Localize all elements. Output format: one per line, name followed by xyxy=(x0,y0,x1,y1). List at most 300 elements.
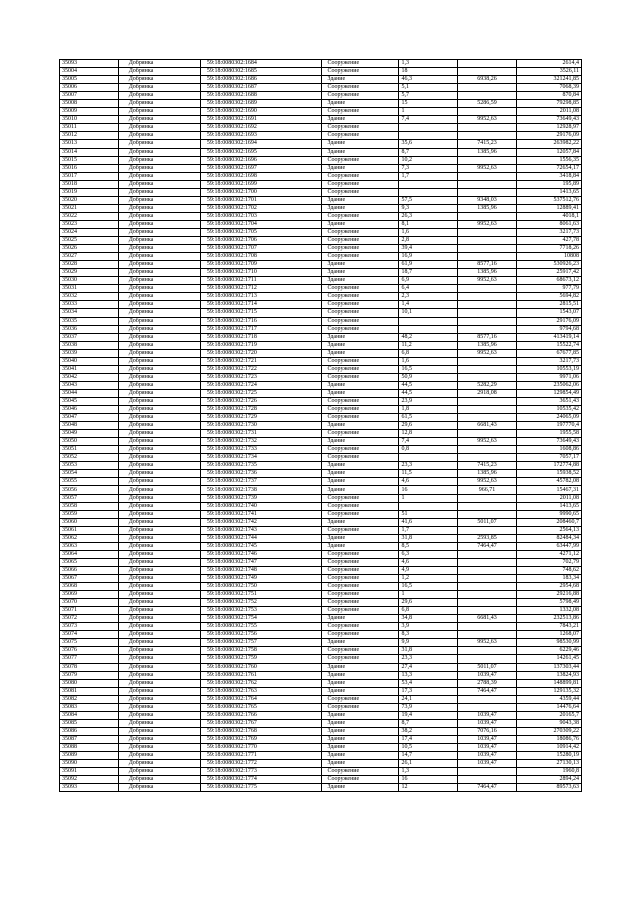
table-row xyxy=(60,607,582,615)
table-cell: 6,8 xyxy=(399,607,458,615)
table-cell: Сооружение xyxy=(321,768,399,776)
table-cell: 29,6 xyxy=(399,422,458,430)
table-cell xyxy=(458,510,517,518)
table-cell: 7464,47 xyxy=(458,687,517,695)
table-cell: Сооружение xyxy=(321,510,399,518)
table-cell: 35015 xyxy=(60,156,119,164)
table-cell xyxy=(458,92,517,100)
table-cell: 7,3 xyxy=(399,164,458,172)
table-cell: 1268,07 xyxy=(516,631,581,639)
table-cell: 232513,86 xyxy=(516,615,581,623)
table-cell: Сооружение xyxy=(321,655,399,663)
table-cell: Добрянка xyxy=(118,494,200,502)
table-cell: 59:18:0080302:1731 xyxy=(200,430,321,438)
table-cell: 16 xyxy=(399,486,458,494)
table-cell: Добрянка xyxy=(118,719,200,727)
table-row xyxy=(60,148,582,156)
table-cell: Сооружение xyxy=(321,180,399,188)
table-cell: 35006 xyxy=(60,84,119,92)
table-cell: Сооружение xyxy=(321,631,399,639)
table-cell xyxy=(458,285,517,293)
table-row xyxy=(60,502,582,510)
table-cell: Добрянка xyxy=(118,148,200,156)
table-cell: Сооружение xyxy=(321,108,399,116)
table-cell: 5,7 xyxy=(399,92,458,100)
table-cell: 5798,49 xyxy=(516,599,581,607)
table-cell: Сооружение xyxy=(321,647,399,655)
table-row xyxy=(60,438,582,446)
table-cell: 57,5 xyxy=(399,196,458,204)
table-cell: 35068 xyxy=(60,583,119,591)
table-cell: 46,3 xyxy=(399,76,458,84)
table-cell: 1385,96 xyxy=(458,148,517,156)
table-cell: 1 xyxy=(399,108,458,116)
table-cell: Здание xyxy=(321,261,399,269)
table-cell: Сооружение xyxy=(321,575,399,583)
table-cell: Здание xyxy=(321,534,399,542)
table-cell: 25917,42 xyxy=(516,269,581,277)
table-row xyxy=(60,341,582,349)
table-cell: 5282,29 xyxy=(458,381,517,389)
table-cell: 35070 xyxy=(60,599,119,607)
table-row xyxy=(60,711,582,719)
table-cell: 59:18:0080302:1745 xyxy=(200,542,321,550)
table-cell: 26,1 xyxy=(399,760,458,768)
table-cell: Сооружение xyxy=(321,253,399,261)
table-row xyxy=(60,583,582,591)
table-cell: 59:18:0080302:1709 xyxy=(200,261,321,269)
table-cell: 2954,68 xyxy=(516,583,581,591)
table-cell: 59:18:0080302:1687 xyxy=(200,84,321,92)
table-cell: 39,4 xyxy=(399,245,458,253)
table-cell: 59:18:0080302:1686 xyxy=(200,76,321,84)
table-cell xyxy=(458,293,517,301)
table-cell xyxy=(458,768,517,776)
table-cell: 13,3 xyxy=(399,671,458,679)
table-row xyxy=(60,486,582,494)
table-row xyxy=(60,623,582,631)
table-cell: 35061 xyxy=(60,526,119,534)
table-row xyxy=(60,204,582,212)
table-cell: Добрянка xyxy=(118,325,200,333)
table-cell: 59:18:0080302:1736 xyxy=(200,470,321,478)
table-cell: 59:18:0080302:1729 xyxy=(200,414,321,422)
table-cell: Здание xyxy=(321,277,399,285)
table-cell: 1,4 xyxy=(399,301,458,309)
table-cell: 59:18:0080302:1720 xyxy=(200,349,321,357)
table-cell: 321241,85 xyxy=(516,76,581,84)
table-row xyxy=(60,566,582,574)
table-cell: 59:18:0080302:1772 xyxy=(200,760,321,768)
table-cell: 35037 xyxy=(60,333,119,341)
table-cell: 59:18:0080302:1688 xyxy=(200,92,321,100)
table-cell: Сооружение xyxy=(321,325,399,333)
table-cell: Добрянка xyxy=(118,591,200,599)
table-cell: 59:18:0080302:1697 xyxy=(200,164,321,172)
table-cell: 35028 xyxy=(60,261,119,269)
table-cell: 16 xyxy=(399,776,458,784)
table-cell: 59:18:0080302:1690 xyxy=(200,108,321,116)
table-cell: 3651,43 xyxy=(516,397,581,405)
table-cell: 59:18:0080302:1693 xyxy=(200,132,321,140)
table-cell: 9952,63 xyxy=(458,277,517,285)
table-cell: Добрянка xyxy=(118,100,200,108)
table-cell: 15280,19 xyxy=(516,752,581,760)
table-cell: 12928,97 xyxy=(516,124,581,132)
table-cell: 29216,88 xyxy=(516,591,581,599)
table-row xyxy=(60,60,582,68)
table-cell xyxy=(399,502,458,510)
table-cell: 2815,51 xyxy=(516,301,581,309)
table-cell: 35080 xyxy=(60,679,119,687)
table-cell: 5011,07 xyxy=(458,663,517,671)
table-cell xyxy=(458,526,517,534)
table-cell: 35039 xyxy=(60,349,119,357)
table-cell xyxy=(458,237,517,245)
table-cell: Здание xyxy=(321,462,399,470)
table-cell: 59:18:0080302:1764 xyxy=(200,695,321,703)
table-cell: 35017 xyxy=(60,172,119,180)
table-row xyxy=(60,381,582,389)
table-cell: Здание xyxy=(321,639,399,647)
table-row xyxy=(60,494,582,502)
table-cell: Здание xyxy=(321,470,399,478)
table-cell: 35027 xyxy=(60,253,119,261)
table-cell: 10914,42 xyxy=(516,743,581,751)
table-cell: 13824,93 xyxy=(516,671,581,679)
table-cell: 870,84 xyxy=(516,92,581,100)
table-cell xyxy=(458,357,517,365)
table-cell: 35057 xyxy=(60,494,119,502)
table-cell: 129135,32 xyxy=(516,687,581,695)
table-cell: Добрянка xyxy=(118,293,200,301)
table-cell: 35092 xyxy=(60,776,119,784)
table-row xyxy=(60,389,582,397)
table-cell: Добрянка xyxy=(118,566,200,574)
table-cell: 16,5 xyxy=(399,583,458,591)
table-cell: 35064 xyxy=(60,550,119,558)
table-cell: 8,3 xyxy=(399,631,458,639)
table-cell: 1960,8 xyxy=(516,768,581,776)
table-cell: 59:18:0080302:1689 xyxy=(200,100,321,108)
table-row xyxy=(60,228,582,236)
table-cell: 14261,45 xyxy=(516,655,581,663)
table-cell: 14,7 xyxy=(399,752,458,760)
table-cell: Добрянка xyxy=(118,373,200,381)
table-cell: Сооружение xyxy=(321,156,399,164)
table-cell: Добрянка xyxy=(118,743,200,751)
table-cell: Добрянка xyxy=(118,285,200,293)
table-cell xyxy=(458,68,517,76)
table-row xyxy=(60,373,582,381)
table-cell xyxy=(458,695,517,703)
table-cell: Добрянка xyxy=(118,253,200,261)
table-cell: Добрянка xyxy=(118,711,200,719)
table-cell: 35053 xyxy=(60,462,119,470)
table-cell: Сооружение xyxy=(321,550,399,558)
table-cell: 35073 xyxy=(60,623,119,631)
table-cell: 19,4 xyxy=(399,711,458,719)
table-cell: 1608,86 xyxy=(516,446,581,454)
table-cell: 59:18:0080302:1700 xyxy=(200,188,321,196)
table-row xyxy=(60,414,582,422)
table-cell: Добрянка xyxy=(118,470,200,478)
table-row xyxy=(60,655,582,663)
table-cell: 35058 xyxy=(60,502,119,510)
table-cell: 35051 xyxy=(60,446,119,454)
table-row xyxy=(60,784,582,792)
table-row xyxy=(60,558,582,566)
table-cell: 59:18:0080302:1765 xyxy=(200,703,321,711)
table-cell: Здание xyxy=(321,164,399,172)
table-cell: 59:18:0080302:1739 xyxy=(200,494,321,502)
table-cell: Сооружение xyxy=(321,558,399,566)
table-cell: 172774,88 xyxy=(516,462,581,470)
table-cell: 12,8 xyxy=(399,430,458,438)
table-cell: 11,5 xyxy=(399,470,458,478)
table-cell: 8061,63 xyxy=(516,220,581,228)
table-cell: 61,9 xyxy=(399,261,458,269)
table-cell xyxy=(399,317,458,325)
table-cell: 530926,23 xyxy=(516,261,581,269)
table-cell: 16,5 xyxy=(399,365,458,373)
table-cell: Добрянка xyxy=(118,68,200,76)
table-cell: 35055 xyxy=(60,478,119,486)
table-cell: Сооружение xyxy=(321,599,399,607)
table-cell xyxy=(458,583,517,591)
table-cell: 31,8 xyxy=(399,647,458,655)
table-cell: Добрянка xyxy=(118,784,200,792)
table-cell: Здание xyxy=(321,760,399,768)
table-cell: 6681,43 xyxy=(458,422,517,430)
table-row xyxy=(60,743,582,751)
table-cell: Добрянка xyxy=(118,140,200,148)
table-row xyxy=(60,639,582,647)
table-cell: 35018 xyxy=(60,180,119,188)
table-cell xyxy=(458,60,517,68)
table-row xyxy=(60,647,582,655)
table-cell: 35046 xyxy=(60,406,119,414)
table-cell: Добрянка xyxy=(118,478,200,486)
table-cell: Сооружение xyxy=(321,454,399,462)
table-cell: 59:18:0080302:1756 xyxy=(200,631,321,639)
table-cell: Здание xyxy=(321,349,399,357)
table-row xyxy=(60,108,582,116)
table-cell: 413419,14 xyxy=(516,333,581,341)
table-cell: Добрянка xyxy=(118,663,200,671)
table-cell xyxy=(399,124,458,132)
table-cell: 9952,63 xyxy=(458,478,517,486)
table-cell: Добрянка xyxy=(118,679,200,687)
table-cell: Сооружение xyxy=(321,309,399,317)
table-cell: 148899,81 xyxy=(516,679,581,687)
table-cell: 73649,43 xyxy=(516,116,581,124)
table-cell: Сооружение xyxy=(321,414,399,422)
table-cell: 59:18:0080302:1725 xyxy=(200,389,321,397)
table-cell: 50,9 xyxy=(399,373,458,381)
table-cell: Здание xyxy=(321,76,399,84)
table-cell: 34,8 xyxy=(399,615,458,623)
table-row xyxy=(60,510,582,518)
table-cell: 3217,73 xyxy=(516,228,581,236)
table-cell: Добрянка xyxy=(118,502,200,510)
table-cell: 6229,46 xyxy=(516,647,581,655)
table-cell: 3217,73 xyxy=(516,357,581,365)
table-cell: 35071 xyxy=(60,607,119,615)
table-cell: Добрянка xyxy=(118,631,200,639)
table-cell: Добрянка xyxy=(118,389,200,397)
table-cell xyxy=(458,180,517,188)
table-cell: Добрянка xyxy=(118,406,200,414)
table-cell: Сооружение xyxy=(321,228,399,236)
table-cell: 35093 xyxy=(60,60,119,68)
table-cell: 35023 xyxy=(60,220,119,228)
table-cell: Добрянка xyxy=(118,156,200,164)
table-cell: 35019 xyxy=(60,188,119,196)
table-cell: 2788,39 xyxy=(458,679,517,687)
table-cell: 15938,52 xyxy=(516,470,581,478)
table-cell: Добрянка xyxy=(118,558,200,566)
table-cell: 4,9 xyxy=(399,566,458,574)
table-cell: Сооружение xyxy=(321,188,399,196)
table-cell: 35072 xyxy=(60,615,119,623)
table-cell: 59:18:0080302:1733 xyxy=(200,446,321,454)
table-cell: Сооружение xyxy=(321,373,399,381)
table-cell: 35093 xyxy=(60,784,119,792)
table-cell: 3,9 xyxy=(399,623,458,631)
table-cell xyxy=(458,494,517,502)
table-cell: Добрянка xyxy=(118,639,200,647)
table-cell: 35042 xyxy=(60,373,119,381)
table-cell: 35043 xyxy=(60,381,119,389)
table-cell: 73,9 xyxy=(399,703,458,711)
table-cell: Добрянка xyxy=(118,261,200,269)
table-cell: 59:18:0080302:1738 xyxy=(200,486,321,494)
table-cell: Добрянка xyxy=(118,124,200,132)
table-cell: Сооружение xyxy=(321,301,399,309)
table-cell: Добрянка xyxy=(118,365,200,373)
table-cell: Добрянка xyxy=(118,180,200,188)
table-row xyxy=(60,631,582,639)
table-cell: 8,1 xyxy=(399,220,458,228)
table-cell: 35077 xyxy=(60,655,119,663)
table-cell: Здание xyxy=(321,422,399,430)
table-cell: 35021 xyxy=(60,204,119,212)
table-cell: 59:18:0080302:1743 xyxy=(200,526,321,534)
table-cell: 35060 xyxy=(60,518,119,526)
table-row xyxy=(60,253,582,261)
property-table xyxy=(59,59,582,792)
table-cell: 208460,7 xyxy=(516,518,581,526)
table-row xyxy=(60,534,582,542)
table-cell: 72654,17 xyxy=(516,164,581,172)
table-cell: Добрянка xyxy=(118,575,200,583)
table-cell xyxy=(458,365,517,373)
table-cell: 8,7 xyxy=(399,148,458,156)
table-cell: Сооружение xyxy=(321,132,399,140)
table-cell: 15522,74 xyxy=(516,341,581,349)
table-cell: Добрянка xyxy=(118,599,200,607)
table-cell: 3526,11 xyxy=(516,68,581,76)
table-cell: 59:18:0080302:1722 xyxy=(200,365,321,373)
table-cell: 35050 xyxy=(60,438,119,446)
table-cell: 977,79 xyxy=(516,285,581,293)
table-cell: Здание xyxy=(321,727,399,735)
table-cell: 35022 xyxy=(60,212,119,220)
table-row xyxy=(60,317,582,325)
table-cell: 35033 xyxy=(60,301,119,309)
table-cell: 8577,16 xyxy=(458,261,517,269)
table-cell: 59:18:0080302:1692 xyxy=(200,124,321,132)
table-cell: 89573,63 xyxy=(516,784,581,792)
table-cell: 1,2 xyxy=(399,575,458,583)
table-cell: 35074 xyxy=(60,631,119,639)
table-cell: Здание xyxy=(321,148,399,156)
table-cell: 183,34 xyxy=(516,575,581,583)
table-cell xyxy=(458,228,517,236)
table-cell: 59:18:0080302:1760 xyxy=(200,663,321,671)
table-cell: 59:18:0080302:1748 xyxy=(200,566,321,574)
table-cell xyxy=(458,325,517,333)
table-cell: 1955,58 xyxy=(516,430,581,438)
table-cell: 35049 xyxy=(60,430,119,438)
table-cell: 59:18:0080302:1717 xyxy=(200,325,321,333)
table-cell: 35047 xyxy=(60,414,119,422)
table-cell: 59:18:0080302:1711 xyxy=(200,277,321,285)
table-cell: 59:18:0080302:1706 xyxy=(200,237,321,245)
table-row xyxy=(60,92,582,100)
table-cell: 9952,63 xyxy=(458,164,517,172)
table-cell xyxy=(399,454,458,462)
table-cell: Здание xyxy=(321,615,399,623)
table-row xyxy=(60,132,582,140)
table-cell: 59:18:0080302:1761 xyxy=(200,671,321,679)
table-row xyxy=(60,599,582,607)
table-cell: Добрянка xyxy=(118,655,200,663)
table-row xyxy=(60,430,582,438)
table-cell: 59:18:0080302:1768 xyxy=(200,727,321,735)
table-cell: Сооружение xyxy=(321,172,399,180)
table-cell: 35010 xyxy=(60,116,119,124)
table-cell xyxy=(458,454,517,462)
table-row xyxy=(60,454,582,462)
table-cell: 59:18:0080302:1716 xyxy=(200,317,321,325)
table-cell: 29176,09 xyxy=(516,132,581,140)
table-cell: Сооружение xyxy=(321,406,399,414)
table-cell: Здание xyxy=(321,116,399,124)
table-row xyxy=(60,679,582,687)
table-body xyxy=(60,60,582,792)
table-cell: 59:18:0080302:1694 xyxy=(200,140,321,148)
table-cell: 35059 xyxy=(60,510,119,518)
table-cell: Добрянка xyxy=(118,60,200,68)
table-cell xyxy=(458,245,517,253)
table-cell: Сооружение xyxy=(321,357,399,365)
table-row xyxy=(60,68,582,76)
table-row xyxy=(60,285,582,293)
table-row xyxy=(60,269,582,277)
table-cell: Сооружение xyxy=(321,776,399,784)
table-cell: 35024 xyxy=(60,228,119,236)
table-cell: Сооружение xyxy=(321,566,399,574)
table-row xyxy=(60,212,582,220)
table-cell: 1039,47 xyxy=(458,743,517,751)
table-cell: 1039,47 xyxy=(458,719,517,727)
table-cell: Здание xyxy=(321,486,399,494)
table-cell: 5011,07 xyxy=(458,518,517,526)
table-cell: 6,4 xyxy=(399,285,458,293)
table-cell: 7843,21 xyxy=(516,623,581,631)
